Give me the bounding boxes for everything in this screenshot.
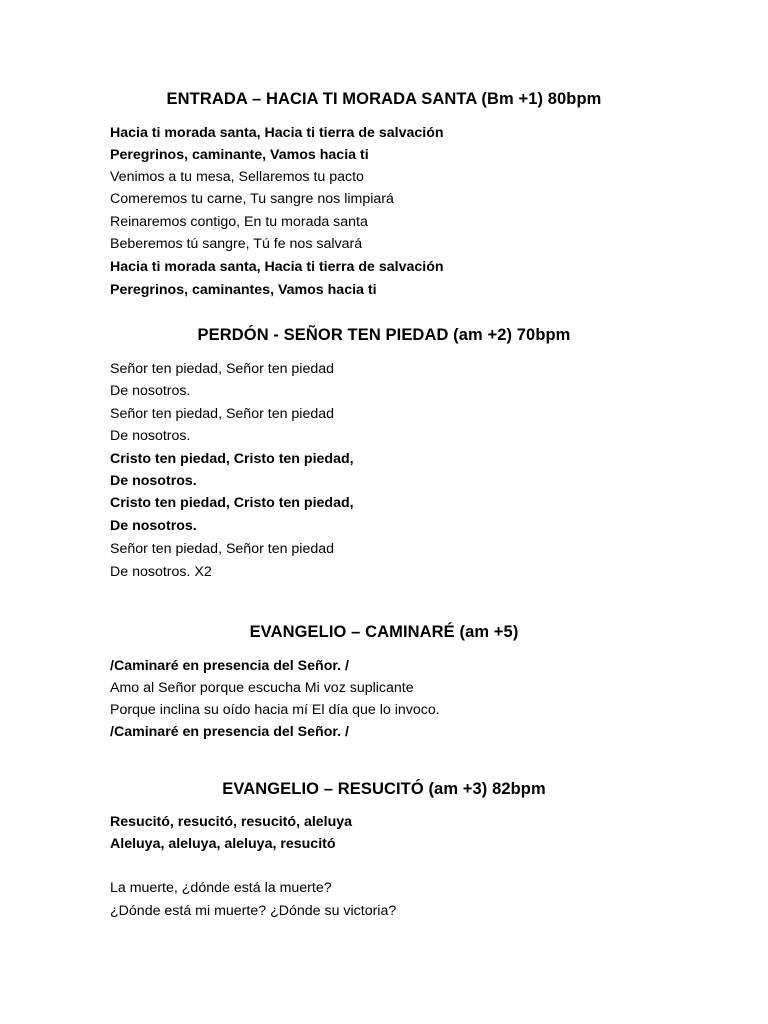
lyric-line: De nosotros. [110,518,197,534]
section-resucito [0,778,768,800]
lyric-line: Hacia ti morada santa, Hacia ti tierra de salvación [110,125,444,141]
lyric-line: Peregrinos, caminantes, Vamos hacia ti [110,282,377,298]
lyric-line: La muerte, ¿dónde está la muerte? [110,880,332,896]
lyric-line: De nosotros. [110,473,197,489]
lyric-line: Señor ten piedad, Señor ten piedad [110,406,335,422]
lyric-line: Cristo ten piedad, Cristo ten piedad, [110,495,354,511]
lyric-line: Venimos a tu mesa, Sellaremos tu pacto [110,169,364,185]
lyric-line: Aleluya, aleluya, aleluya, resucitó [110,836,336,852]
lyric-line: Cristo ten piedad, Cristo ten piedad, [110,451,354,467]
lyric-line: /Caminaré en presencia del Señor. / [110,724,349,740]
section-caminare [0,621,768,643]
lyric-line: /Caminaré en presencia del Señor. / [110,658,349,674]
section-perdon [0,324,768,346]
lyric-line: Señor ten piedad, Señor ten piedad [110,541,335,557]
lyric-line: Peregrinos, caminante, Vamos hacia ti [110,147,369,163]
lyric-line: Señor ten piedad, Señor ten piedad [110,361,335,377]
section-title: EVANGELIO – RESUCITÓ (am +3) 82bpm [222,780,546,798]
section-title: EVANGELIO – CAMINARÉ (am +5) [249,623,519,641]
lyric-line: Reinaremos contigo, En tu morada santa [110,214,368,230]
lyric-line: Amo al Señor porque escucha Mi voz suplicante [110,680,414,696]
lyric-line: Resucitó, resucitó, resucitó, aleluya [110,814,353,830]
lyric-line: De nosotros. [110,428,191,444]
lyric-line: Hacia ti morada santa, Hacia ti tierra de salvación [110,259,444,275]
section-entrada [0,88,768,110]
lyric-line: De nosotros. X2 [110,564,212,580]
section-title: ENTRADA – HACIA TI MORADA SANTA (Bm +1) 80bpm [166,90,602,108]
lyric-line: Porque inclina su oído hacia mí El día que lo invoco. [110,702,440,718]
lyric-line: Beberemos tú sangre, Tú fe nos salvará [110,236,363,252]
section-title: PERDÓN - SEÑOR TEN PIEDAD (am +2) 70bpm [197,326,571,344]
lyric-line: Comeremos tu carne, Tu sangre nos limpiará [110,191,394,207]
lyric-line: De nosotros. [110,383,191,399]
lyric-line: ¿Dónde está mi muerte? ¿Dónde su victoria? [110,903,397,919]
